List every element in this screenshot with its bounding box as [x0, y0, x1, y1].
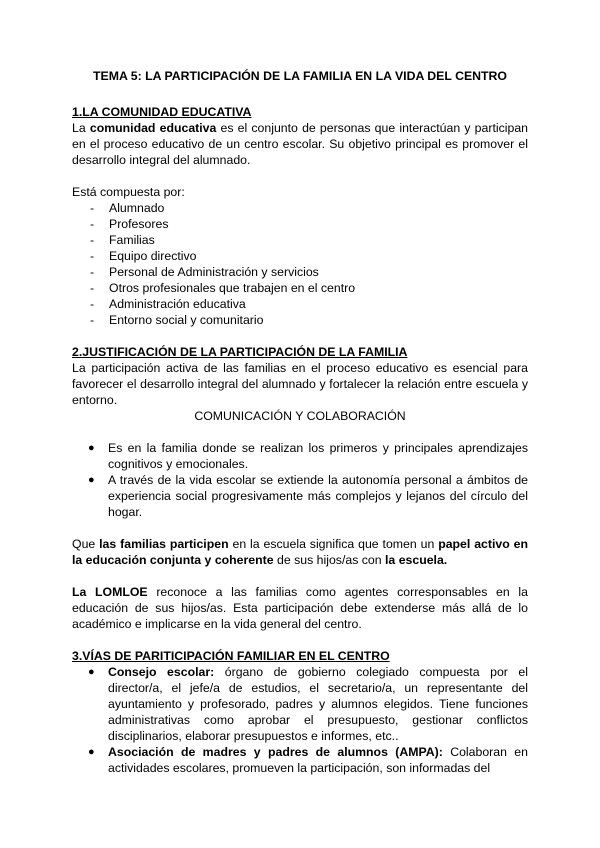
list-item: - Profesores [90, 217, 169, 231]
list-item: - Administración educativa [90, 297, 246, 311]
section-2-bullets [72, 440, 528, 520]
section-2-paragraph-3: La LOMLOE reconoce a las familias como agentes corresponsables en la educación de sus hijos/as. Esta participación debe extenderse más allá de lo académico e implicarse en la vida general del centro. [72, 585, 528, 631]
community-list [72, 200, 528, 328]
section-3-heading: 3.VÍAS DE PARITICIPACIÓN FAMILIAR EN EL CENTRO [72, 649, 390, 663]
section-2-heading: 2.JUSTIFICACIÓN DE LA PARTICIPACIÓN DE LA FAMILIA [72, 345, 408, 359]
section-2-subtitle: COMUNICACIÓN Y COLABORACIÓN [194, 409, 406, 423]
list-item: - Familias [90, 233, 155, 247]
bullet-icon: ● [88, 442, 95, 454]
list-item: - Alumnado [90, 201, 165, 215]
list-item: ● Consejo escolar: órgano de gobierno colegiado compuesta por el director/a, el jefe/a de estudios, el secretario/a, un representante del ayuntamiento y profesorado, padres y alumnos elegidos. Tiene funciones administrativas como aprobar el presupuesto, gestionar conflictos disciplinarios, elaborar presupuestos e informes, etc.. [88, 665, 528, 743]
section-1-heading: 1.LA COMUNIDAD EDUCATIVA [72, 105, 252, 119]
list-item: - Equipo directivo [90, 249, 197, 263]
list-item: - Entorno social y comunitario [90, 313, 264, 327]
section-1-intro: Está compuesta por: [72, 185, 185, 199]
section-1-paragraph: La comunidad educativa es el conjunto de personas que interactúan y participan en el proceso educativo de un centro escolar. Su objetivo principal es promover el desarrollo integral del alumnado. [72, 121, 528, 167]
list-item: ● Es en la familia donde se realizan los primeros y principales aprendizajes cognitivos y emocionales. [88, 441, 528, 471]
list-item: ● A través de la vida escolar se extiende la autonomía personal a ámbitos de experiencia social progresivamente más complejos y lejanos del círculo del hogar. [88, 473, 528, 519]
list-item: ● Asociación de madres y padres de alumnos (AMPA): Colaboran en actividades escolares, promueven la participación, son informadas del [88, 745, 528, 775]
section-3-bullets [72, 664, 528, 776]
section-2-paragraph-2: Que las familias participen en la escuela significa que tomen un papel activo en la educación conjunta y coherente de sus hijos/as con la escuela. [72, 537, 528, 567]
list-item: - Personal de Administración y servicios [90, 265, 319, 279]
document-page [72, 68, 528, 776]
bullet-icon: ● [88, 474, 95, 486]
bullet-icon: ● [88, 746, 95, 758]
bullet-icon: ● [88, 666, 95, 678]
list-item: - Otros profesionales que trabajen en el centro [90, 281, 356, 295]
section-2-paragraph: La participación activa de las familias en el proceso educativo es esencial para favorecer el desarrollo integral del alumnado y fortalecer la relación entre escuela y entorno. [72, 361, 528, 407]
document-title: TEMA 5: LA PARTICIPACIÓN DE LA FAMILIA EN LA VIDA DEL CENTRO [93, 69, 507, 83]
